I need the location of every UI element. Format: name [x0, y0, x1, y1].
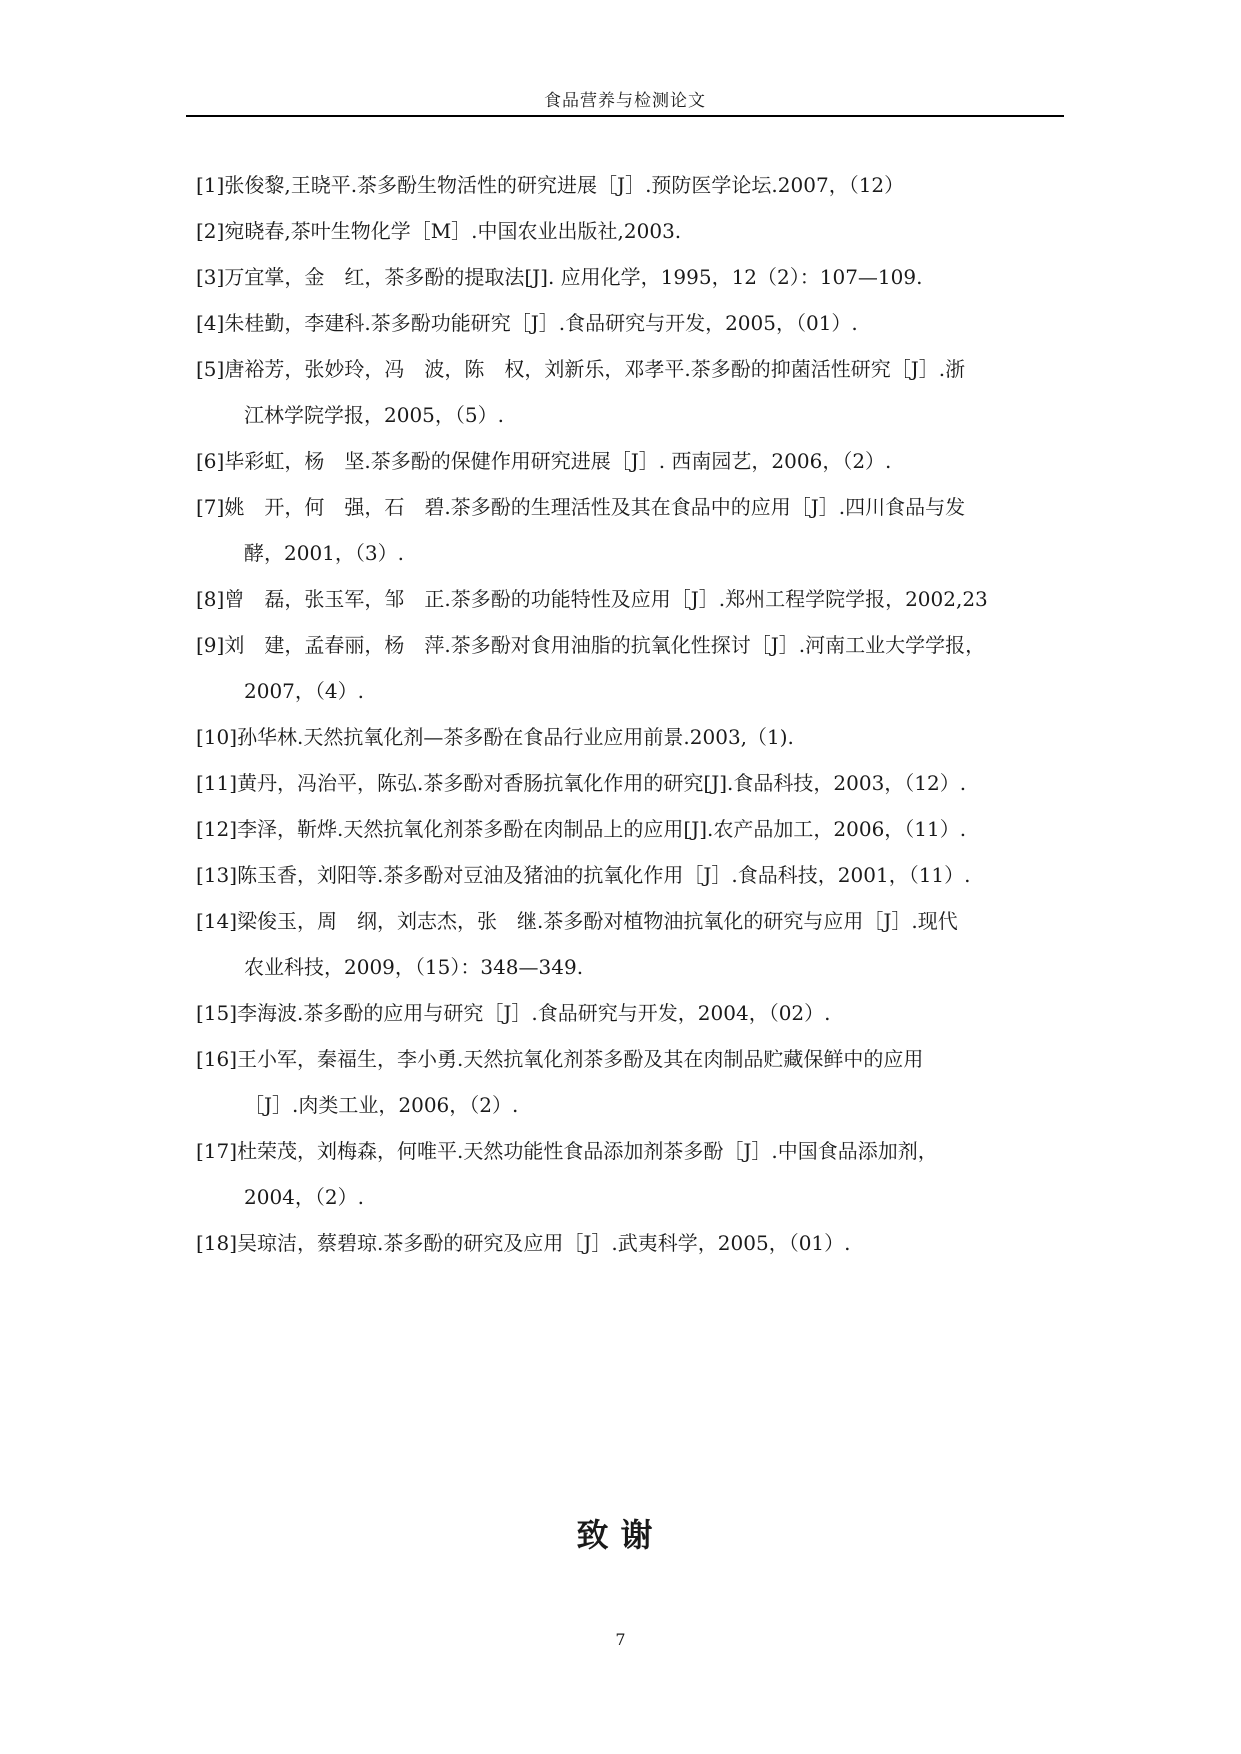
reference-entry [196, 760, 1096, 806]
reference-text: 刘 建，孟春丽，杨 萍.茶多酚对食用油脂的抗氧化性探讨［J］.河南工业大学学报， [224, 633, 986, 657]
reference-text: 毕彩虹，杨 坚.茶多酚的保健作用研究进展［J］. 西南园艺，2006，（2）. [224, 449, 892, 473]
reference-text: 朱桂勤，李建科.茶多酚功能研究［J］.食品研究与开发，2005，（01）. [224, 311, 858, 335]
reference-text: 孙华林.天然抗氧化剂—茶多酚在食品行业应用前景.2003,（1). [237, 725, 794, 749]
reference-number: [2] [196, 219, 225, 243]
reference-text-continuation: 江林学院学报，2005，（5）. [244, 403, 504, 427]
reference-number: [14] [196, 909, 238, 933]
reference-text: 唐裕芳，张妙玲，冯 波，陈 权，刘新乐，邓孝平.茶多酚的抑菌活性研究［J］.浙 [224, 357, 966, 381]
reference-text-continuation: 酵，2001，（3）. [244, 541, 404, 565]
reference-entry [196, 346, 1096, 438]
reference-text-continuation: ［J］.肉类工业，2006，（2）. [244, 1093, 519, 1117]
reference-number: [18] [196, 1231, 238, 1255]
reference-text: 黄丹，冯治平，陈弘.茶多酚对香肠抗氧化作用的研究[J].食品科技，2003，（12）. [237, 771, 967, 795]
reference-entry [196, 1036, 1096, 1128]
reference-text: 曾 磊，张玉军，邹 正.茶多酚的功能特性及应用［J］.郑州工程学院学报，2002,23 [224, 587, 988, 611]
reference-number: [1] [196, 173, 225, 197]
reference-text: 陈玉香，刘阳等.茶多酚对豆油及猪油的抗氧化作用［J］.食品科技，2001，（11）. [237, 863, 971, 887]
reference-text: 吴琼洁，蔡碧琼.茶多酚的研究及应用［J］.武夷科学，2005，（01）. [237, 1231, 851, 1255]
reference-text: 姚 开，何 强，石 碧.茶多酚的生理活性及其在食品中的应用［J］.四川食品与发 [224, 495, 966, 519]
reference-list [196, 162, 1096, 1266]
reference-number: [13] [196, 863, 238, 887]
reference-text-continuation: 2007，（4）. [244, 679, 364, 703]
header-divider [186, 115, 1064, 117]
reference-entry [196, 162, 1096, 208]
reference-text: 张俊黎,王晓平.茶多酚生物活性的研究进展［J］.预防医学论坛.2007，（12） [224, 173, 905, 197]
acknowledgement-title: 致谢 [576, 1516, 665, 1554]
reference-entry [196, 990, 1096, 1036]
reference-number: [11] [196, 771, 238, 795]
reference-text: 李海波.茶多酚的应用与研究［J］.食品研究与开发，2004，（02）. [237, 1001, 831, 1025]
reference-entry [196, 806, 1096, 852]
reference-text-continuation: 2004，（2）. [244, 1185, 364, 1209]
reference-entry [196, 576, 1096, 622]
reference-entry [196, 208, 1096, 254]
reference-entry [196, 254, 1096, 300]
reference-entry [196, 484, 1096, 576]
reference-number: [17] [196, 1139, 238, 1163]
reference-number: [3] [196, 265, 225, 289]
page-header: 食品营养与检测论文 [544, 91, 706, 111]
reference-number: [5] [196, 357, 225, 381]
reference-text: 王小军，秦福生，李小勇.天然抗氧化剂茶多酚及其在肉制品贮藏保鲜中的应用 [237, 1047, 924, 1071]
reference-number: [12] [196, 817, 238, 841]
reference-entry [196, 438, 1096, 484]
reference-entry [196, 1220, 1096, 1266]
page-number: 7 [615, 1630, 626, 1649]
reference-text: 梁俊玉，周 纲，刘志杰，张 继.茶多酚对植物油抗氧化的研究与应用［J］.现代 [237, 909, 958, 933]
reference-entry [196, 852, 1096, 898]
reference-number: [4] [196, 311, 225, 335]
reference-entry [196, 714, 1096, 760]
reference-number: [7] [196, 495, 225, 519]
reference-text: 万宜掌，金 红，茶多酚的提取法[J]. 应用化学，1995，12（2）：107—109. [224, 265, 923, 289]
reference-entry [196, 300, 1096, 346]
reference-entry [196, 898, 1096, 990]
reference-number: [8] [196, 587, 225, 611]
reference-text: 杜荣茂，刘梅森，何唯平.天然功能性食品添加剂茶多酚［J］.中国食品添加剂， [237, 1139, 938, 1163]
reference-text: 宛晓春,茶叶生物化学［M］.中国农业出版社,2003. [224, 219, 682, 243]
reference-entry [196, 622, 1096, 714]
reference-entry [196, 1128, 1096, 1220]
reference-number: [10] [196, 725, 238, 749]
reference-text: 李泽，靳烨.天然抗氧化剂茶多酚在肉制品上的应用[J].农产品加工，2006，（11）. [237, 817, 967, 841]
reference-number: [16] [196, 1047, 238, 1071]
reference-text-continuation: 农业科技，2009，（15）：348—349. [244, 955, 584, 979]
reference-number: [6] [196, 449, 225, 473]
reference-number: [15] [196, 1001, 238, 1025]
reference-number: [9] [196, 633, 225, 657]
